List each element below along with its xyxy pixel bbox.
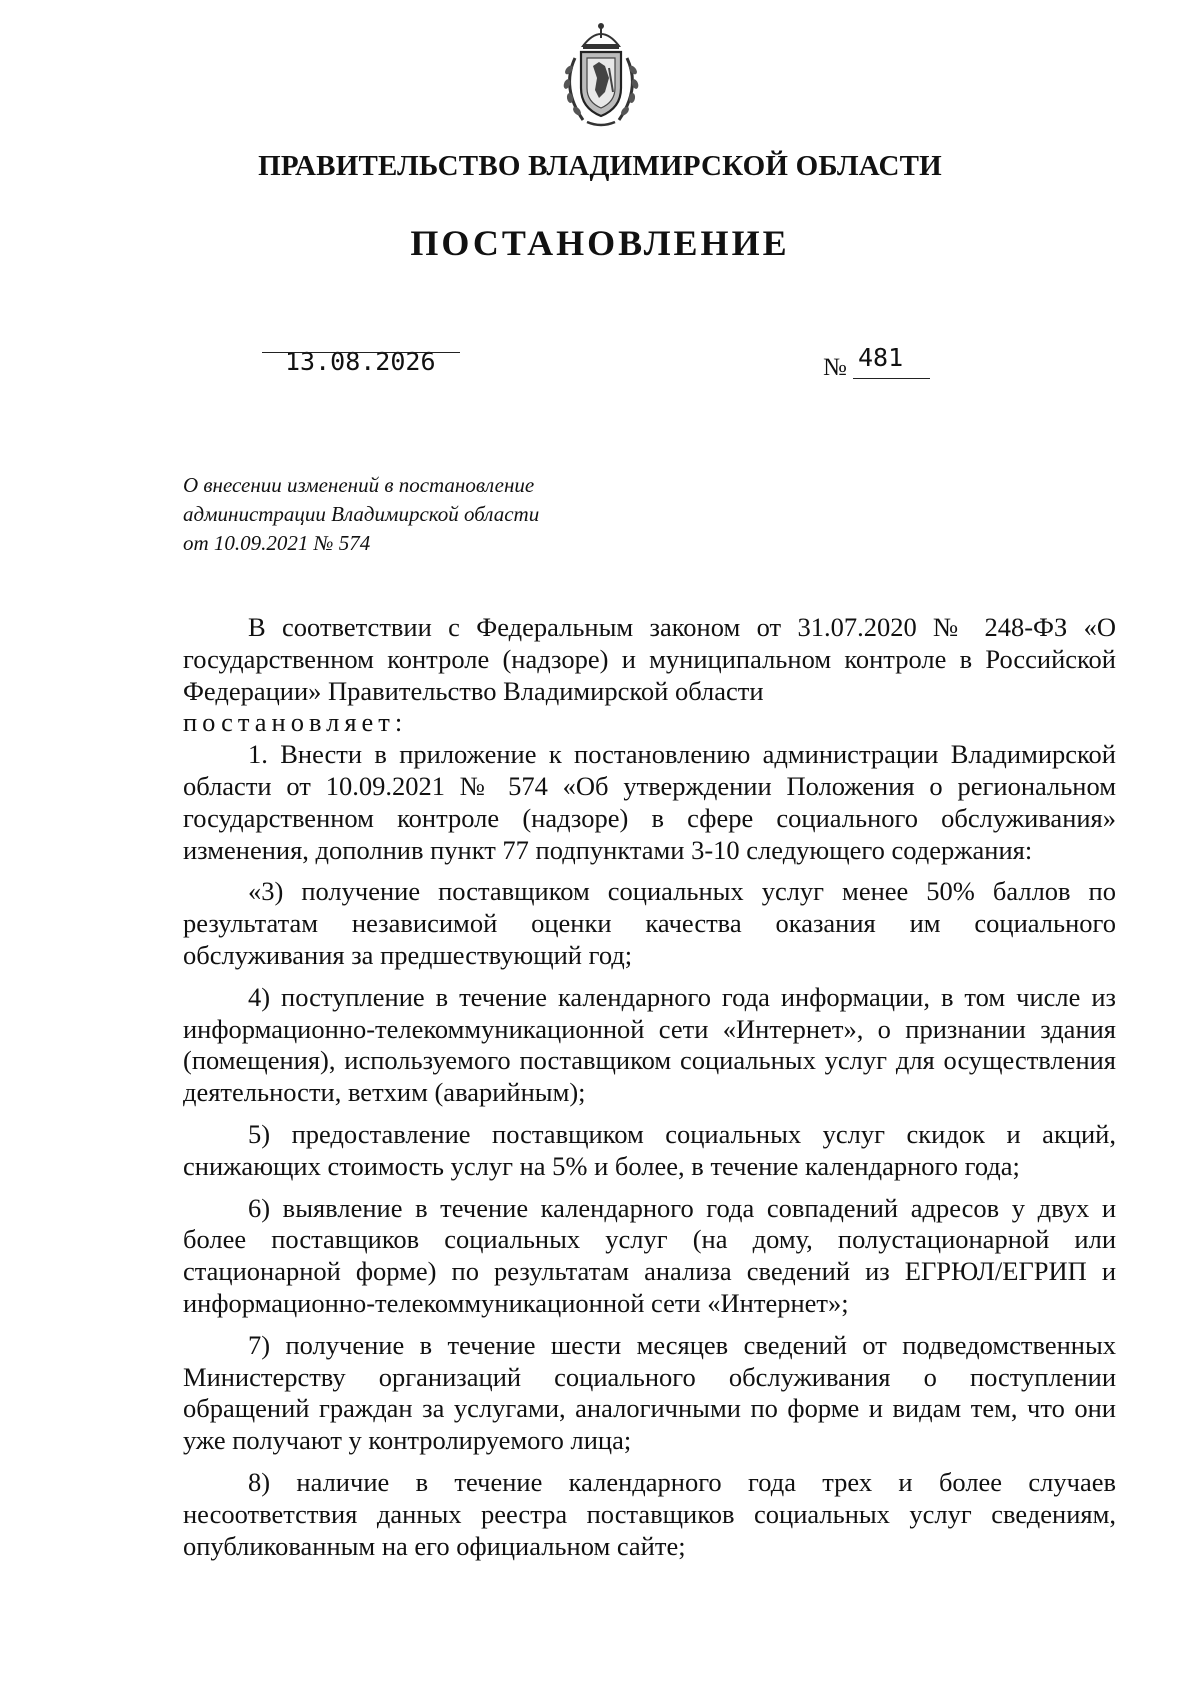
body-paragraph: «3) получение поставщиком социальных услуг менее 50% баллов по результатам независимой оценки качества оказания им социального обслуживания за предшествующий год; bbox=[183, 876, 1116, 970]
body-paragraph: 4) поступление в течение календарного года информации, в том числе из информационно-телекоммуникационной сети «Интернет», о признании здания (помещения), используемого поставщиком социальных услуг для осуществления деятельности, ветхим (аварийным); bbox=[183, 981, 1116, 1108]
subject-line: от 10.09.2021 № 574 bbox=[183, 531, 371, 555]
date-underline bbox=[262, 352, 460, 353]
preamble-paragraph bbox=[183, 612, 1116, 739]
decree-word: постановляет: bbox=[183, 707, 408, 738]
body-paragraph: 5) предоставление поставщиком социальных услуг скидок и акций, снижающих стоимость услуг на 5% и более, в течение календарного года; bbox=[183, 1118, 1116, 1181]
body-paragraph: 7) получение в течение шести месяцев сведений от подведомственных Министерству организаций социального обслуживания о поступлении обращений граждан за услугами, аналогичными по форме и видам тем, что они уже получают у контролируемого лица; bbox=[183, 1329, 1116, 1456]
document-date: 13.08.2026 bbox=[285, 347, 436, 376]
body-paragraph: 8) наличие в течение календарного года трех и более случаев несоответствия данных реестра поставщиков социальных услуг сведениям, опубликованным на его официальном сайте; bbox=[183, 1466, 1116, 1561]
number-sign: № bbox=[823, 354, 847, 381]
number-underline bbox=[853, 378, 930, 379]
body-paragraph: 1. Внести в приложение к постановлению администрации Владимирской области от 10.09.2021 № 574 «Об утверждении Положения о региональном государственном контроле (надзоре) в сфере социального обслуживания» изменения, дополнив пункт 77 подпунктами 3-10 следующего содержания: bbox=[183, 739, 1116, 865]
preamble-text: В соответствии с Федеральным законом от 31.07.2020 № 248-ФЗ «О государственном контроле (надзоре) и муниципальном контроле в Российской Федерации» Правительство Владимирской области bbox=[183, 612, 1116, 706]
document-number: 481 bbox=[858, 343, 904, 372]
coat-of-arms-icon bbox=[553, 18, 649, 130]
document-body bbox=[183, 612, 1116, 1562]
subject-line: О внесении изменений в постановление bbox=[183, 473, 535, 497]
government-title: ПРАВИТЕЛЬСТВО ВЛАДИМИРСКОЙ ОБЛАСТИ bbox=[258, 150, 942, 182]
document-subject bbox=[183, 471, 643, 558]
body-paragraph: 6) выявление в течение календарного года совпадений адресов у двух и более поставщиков социальных услуг (на дому, полустационарной или стационарной форме) по результатам анализа сведений из ЕГРЮЛ/ЕГРИП и информационно-телекоммуникационной сети «Интернет»; bbox=[183, 1192, 1116, 1318]
document-type-heading: ПОСТАНОВЛЕНИЕ bbox=[410, 223, 790, 263]
subject-line: администрации Владимирской области bbox=[183, 502, 540, 526]
